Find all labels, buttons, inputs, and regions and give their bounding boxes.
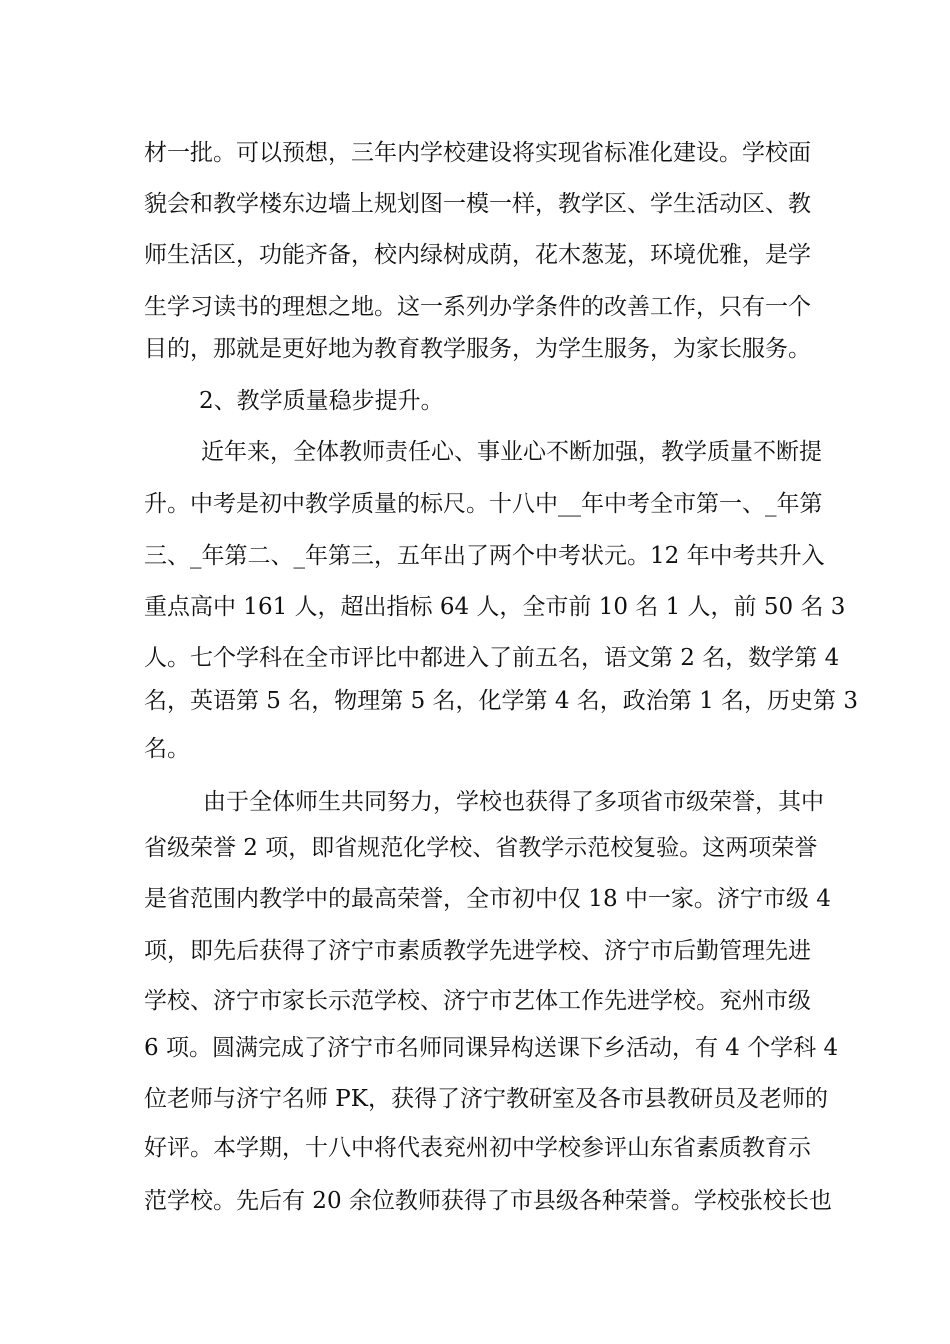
section-heading-text: 2、教学质量稳步提升。 [199, 388, 444, 414]
text-line-content: 目的，那就是更好地为教育教学服务，为学生服务，为家长服务。 [144, 336, 811, 362]
text-line-content: 貌会和教学楼东边墙上规划图一模一样，教学区、学生活动区、教 [144, 191, 811, 217]
text-line [0, 821, 950, 875]
text-line [0, 477, 950, 531]
text-line-content: 省级荣誉 2 项，即省规范化学校、省教学示范校复验。这两项荣誉 [144, 835, 818, 861]
text-line-content: 名。 [144, 736, 190, 762]
section-heading [0, 374, 950, 428]
text-line [0, 322, 950, 376]
text-line-content: 重点高中 161 人，超出指标 64 人，全市前 10 名 1 人，前 50 名 3 [144, 594, 846, 620]
text-line-content: 范学校。先后有 20 余位教师获得了市县级各种荣誉。学校张校长也 [144, 1188, 832, 1214]
text-line-content: 生学习读书的理想之地。这一系列办学条件的改善工作，只有一个 [144, 294, 811, 320]
text-line-content: 人。七个学科在全市评比中都进入了前五名，语文第 2 名，数学第 4 [144, 645, 840, 671]
text-line-content: 好评。本学期，十八中将代表兖州初中学校参评山东省素质教育示 [144, 1135, 811, 1161]
text-line [0, 674, 950, 728]
text-line [0, 177, 950, 231]
text-line-content: 位老师与济宁名师 PK，获得了济宁教研室及各市县教研员及老师的 [144, 1086, 828, 1112]
text-line-content: 近年来，全体教师责任心、事业心不断加强，教学质量不断提 [201, 439, 822, 465]
text-line [0, 228, 950, 282]
text-line [0, 722, 950, 776]
text-line-content: 师生活区，功能齐备，校内绿树成荫，花木葱茏，环境优雅，是学 [144, 242, 811, 268]
text-line [0, 529, 950, 583]
text-line-content: 6 项。圆满完成了济宁市名师同课异构送课下乡活动，有 4 个学科 4 [144, 1035, 839, 1061]
text-line-content: 由于全体师生共同努力，学校也获得了多项省市级荣誉，其中 [203, 789, 824, 815]
text-line-content: 三、_年第二、_年第三，五年出了两个中考状元。12 年中考共升入 [144, 543, 825, 569]
text-line [0, 872, 950, 926]
text-line-content: 是省范围内教学中的最高荣誉，全市初中仅 18 中一家。济宁市级 4 [144, 886, 831, 912]
text-line [0, 425, 950, 479]
text-line [0, 580, 950, 634]
text-line-content: 项，即先后获得了济宁市素质教学先进学校、济宁市后勤管理先进 [144, 938, 811, 964]
text-line [0, 1121, 950, 1175]
text-line-content: 学校、济宁市家长示范学校、济宁市艺体工作先进学校。兖州市级 [144, 988, 811, 1014]
text-line-content: 升。中考是初中教学质量的标尺。十八中__年中考全市第一、_年第 [144, 491, 823, 517]
text-line-content: 材一批。可以预想，三年内学校建设将实现省标准化建设。学校面 [144, 140, 811, 166]
text-line [0, 126, 950, 180]
text-line-content: 名，英语第 5 名，物理第 5 名，化学第 4 名，政治第 1 名，历史第 3 [144, 688, 858, 714]
text-line [0, 924, 950, 978]
text-line [0, 1174, 950, 1228]
text-line [0, 974, 950, 1028]
text-line [0, 1021, 950, 1075]
text-line [0, 1072, 950, 1126]
